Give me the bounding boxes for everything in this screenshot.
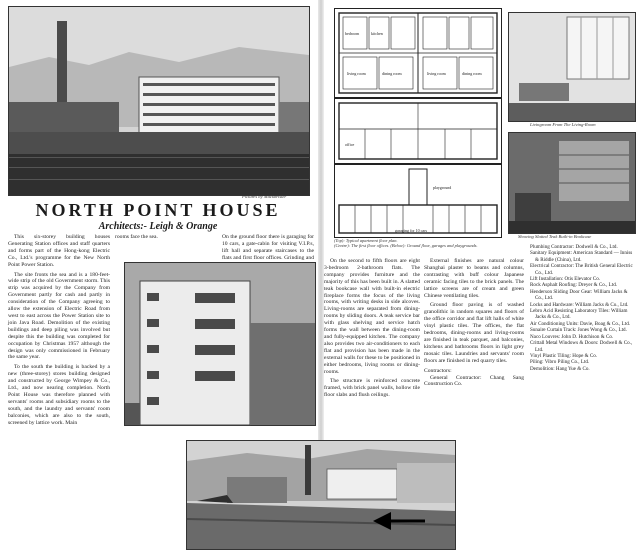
building-photo (124, 262, 316, 426)
contractor-item: Sunaire Curtain Track: Jones Wong & Co., Ltd. (530, 327, 627, 334)
plan-label-office: office (345, 142, 355, 147)
paragraph: rooms face the sea. (115, 234, 158, 240)
plan-label-dining-room-2: dining room (462, 71, 482, 76)
bookcase-photo (508, 132, 636, 234)
typical-floor-plan (334, 8, 502, 98)
contractor-item: Henderson Sliding Door Gear: William Jacks & Co., Ltd. (530, 288, 628, 302)
plan-label-living-room: living room (347, 71, 366, 76)
contractor-item: Crittall Metal Windows & Doors: Dodwell & Co., Ltd. (530, 340, 633, 353)
contractor-item: Air Conditioning Units: Davie, Boag & Co., Ltd. (530, 320, 631, 327)
contractor-item: Electrical Contractor: The British General Electric Co., Ltd. (530, 263, 633, 276)
plan-label-dining-room: dining room (382, 71, 402, 76)
plan-label-kitchen: kitchen (371, 31, 383, 36)
paragraph: On the second to fifth floors are eight 3-bedroom 2-bathroom flats. The company provides furniture and the majority of this has been built in. A slatted teak bookcase wall with built-in electric fireplace forms the focus of the living rooms, with writing desks in side alcoves. Living-rooms are separated from dining-rooms by sliding doors. A teak service bar with glass shelving and service hatch forms the wall between the dining-room and fully-equipped kitchen. The company also provides two air-conditioners to each flat and provision has been made in the external walls for these to be positioned in either bedrooms, living rooms or dining-rooms. (324, 258, 420, 375)
aerial-illustration (187, 441, 455, 549)
contractor-item: Locks and Hardware: William Jacks & Co., Ltd. (530, 301, 629, 308)
contractor-item: Lebro Acid Resisting Laboratory Tiles: William Jacks & Co., Ltd. (530, 308, 628, 321)
contractor-item: Plumbing Contractor: Dodwell & Co., Ltd. (530, 244, 618, 250)
contractor-list (530, 244, 636, 428)
contractor-item: Vinyl Plastic Tiling: Hope & Co. (530, 352, 598, 359)
text-column-4 (424, 258, 524, 428)
contractor-item: Demolition: Hang Yue & Co. (530, 365, 590, 372)
building-illustration (125, 263, 315, 425)
aerial-harbour-photo (186, 440, 456, 550)
paragraph: Ground floor paving is of washed granolithic in random squares and floors of the office corridor and flat lift halls of white vinyl plastic tiles. The offices, the flat bedrooms, dining-rooms and living-rooms are finished in teak parquet, and balconies, kitchens and bathrooms floors in light grey mosaic tiles. Laundries and servants' room floors are finished in red quarry tiles. (424, 302, 524, 364)
text-column-2b (222, 234, 314, 261)
general-contractor: General Contractor: Chang Sang Construction Co. (424, 374, 524, 388)
paragraph: The structure is reinforced concrete framed, with brick panel walls, hollow tile floor slabs and flush ceilings. (324, 378, 420, 399)
top-photo-power-station (8, 6, 310, 196)
text-column-1 (8, 234, 110, 524)
contractor-item: Naco Louvres: John D. Hutchison & Co. (530, 333, 614, 340)
contractor-item: Piling: Vibro Piling Co., Ltd. (530, 359, 590, 366)
plan-label-playground: playground (433, 185, 452, 190)
living-room-photo (508, 12, 636, 122)
article-title: NORTH POINT HOUSE (35, 200, 281, 220)
paragraph: On the ground floor there is garaging for 10 cars, a gate-cabin for visiting V.I.P.s, lift hall and separate staircases to the flats and first floor offices. Grinding and (222, 234, 314, 261)
first-floor-offices-plan (334, 98, 502, 164)
paragraph: This six-storey building houses Generating Station offices and staff quarters and forms part of the Hong-kong Electric Co., Ltd.'s programme for the New North Point Power Station. (8, 234, 110, 268)
plan-label-garage: garaging for 10 cars (395, 228, 428, 233)
text-column-2 (115, 234, 217, 256)
contractor-item: Rock Asphalt Roofing: Dreyer & Co., Ltd. (530, 282, 618, 289)
plan-label-bedroom: bedroom (345, 31, 360, 36)
paragraph: The site fronts the sea and is a 180-feet-wide strip of the old Government storm. This strip was acquired by the Company from Government partly for cash and partly in consideration of the Company agreeing to allow the extension of Electric Road from west to east across the Power Station site to join Java Road. Demolition of the existing buildings and deep piling was involved but despite this the building was completed for occupation by Christmas 1957 although the design was only commissioned in February the same year. (8, 271, 110, 361)
contractor-item: Lift Installation: Otis Elevator Co. (530, 276, 601, 283)
article-subtitle: Architects:- Leigh & Orange (98, 221, 218, 232)
living-room-caption: Livingroom From The Living-Room (530, 122, 596, 127)
top-photo-caption: Pictures by Mackbrister (242, 194, 287, 199)
ground-floor-plan (334, 164, 502, 238)
power-station-illustration (9, 7, 309, 195)
bookcase-caption: Showing Slatted Teak Built-in Bookcase (518, 234, 592, 239)
paragraph: To the south the building is backed by a new (three-storey) stores building designed and constructed by George Wimpey & Co., Ltd., and now nearing completion. North Point House was therefore planned with servants' rooms and subsidiary rooms to the south, and the laundry and servants' room balconies, which are also to the south, screened by lattice work. Main (8, 364, 110, 426)
plan-label-living-room-2: living room (427, 71, 446, 76)
plans-caption: (Top): Typical apartment floor plan. (Centre): The first floor offices. (Below): Ground floor, garages and playgrounds. (334, 238, 478, 249)
paragraph: External finishes are natural colour Shanghai plaster to beams and columns, contrasting with buff colour Japanese ceramic facing tiles to the brick panels. The lattice screens are of cream and green Chinese ventilating tiles. (424, 258, 524, 299)
contractors-heading: Contractors: (424, 367, 452, 374)
text-column-3 (324, 258, 420, 428)
contractor-item: Sanitary Equipment: American Standard — Inniss & Riddle (China), Ltd. (530, 250, 633, 263)
